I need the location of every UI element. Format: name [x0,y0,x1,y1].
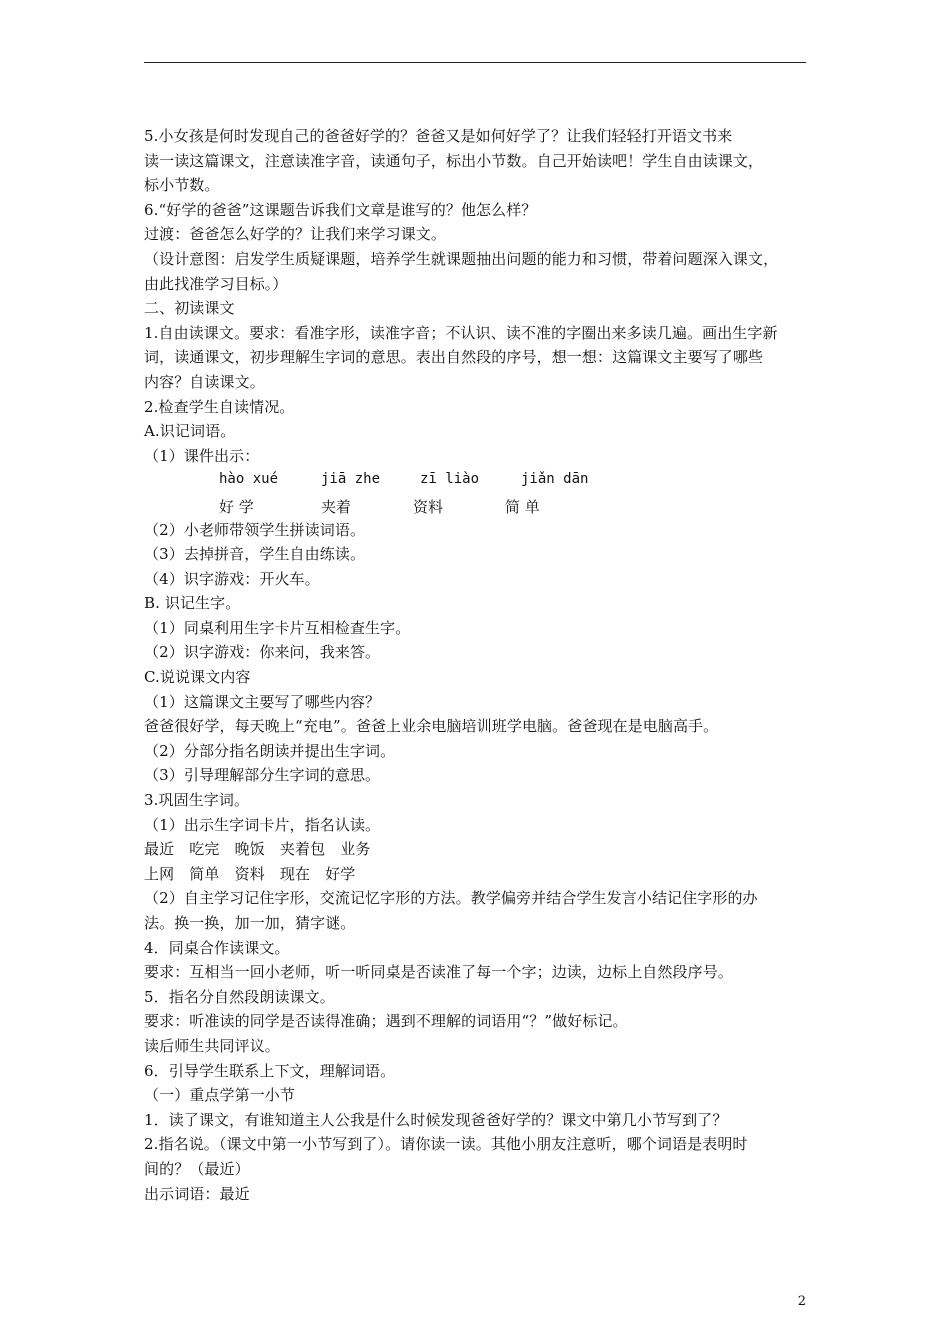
text-line: A.识记词语。 [144,422,236,441]
text-line: 1．读了课文，有谁知道主人公我是什么时候发现爸爸好学的？课文中第几小节写到了？ [144,1110,728,1129]
text-line: 出示词语：最近 [144,1184,250,1203]
text-line: 内容？自读课文。 [144,372,265,391]
text-line: 读一读这篇课文，注意读准字音，读通句子，标出小节数。自己开始读吧！学生自由读课文， [144,151,764,170]
text-line: 2.检查学生自读情况。 [144,397,295,416]
text-line: （1）课件出示： [144,446,260,465]
pinyin-word: jiā zhe [321,471,381,488]
text-line: 4．同桌合作读课文。 [144,938,290,957]
text-line: 1.自由读课文。要求：看准字形，读准字音；不认识、读不准的字圈出来多读几遍。画出生字新 [144,323,778,342]
text-line: 上网 简单 资料 现在 好学 [144,864,356,883]
text-line: （3）引导理解部分生字词的意思。 [144,766,381,785]
paragraph-block-bottom [144,518,820,1207]
text-line: 要求：互相当一回小老师，听一听同桌是否读准了每一个字；边读，边标上自然段序号。 [144,963,733,982]
text-line: 6.“好学的爸爸”这课题告诉我们文章是谁写的？他怎么样？ [144,200,537,219]
text-line: （2）小老师带领学生拼读词语。 [144,520,366,539]
text-line: （3）去掉拼音，学生自由练读。 [144,545,366,564]
text-line: 6．引导学生联系上下文，理解词语。 [144,1061,396,1080]
paragraph-block-top [144,124,820,468]
text-line: 5.小女孩是何时发现自己的爸爸好学的？爸爸又是如何好学了？让我们轻轻打开语文书来 [144,127,733,145]
hanzi-row [144,493,820,518]
text-line: 最近 吃完 晚饭 夹着包 业务 [144,840,371,859]
header-rule [144,62,806,63]
text-line: （一）重点学第一小节 [144,1086,296,1105]
text-line: 过渡：爸爸怎么好学的？让我们来学习课文。 [144,225,447,244]
text-line: 间的？（最近） [144,1159,250,1178]
pinyin-word: zī liào [420,471,480,488]
text-line: 要求：听准读的同学是否读得准确；遇到不理解的词语用“？”做好标记。 [144,1012,628,1031]
hanzi-word: 简 单 [505,497,540,516]
text-line: （2）分部分指名朗读并提出生字词。 [144,741,396,760]
text-line: （设计意图：启发学生质疑课题，培养学生就课题抽出问题的能力和习惯，带着问题深入课文， [144,249,779,268]
text-line: （2）识字游戏：你来问，我来答。 [144,643,381,662]
text-line: 5．指名分自然段朗读课文。 [144,987,335,1006]
pinyin-word: hào xué [219,471,279,488]
text-line: 由此找准学习目标。） [144,274,288,293]
page-number: 2 [797,1294,806,1309]
text-line: C.说说课文内容 [144,668,251,687]
hanzi-word: 资料 [413,497,444,516]
text-line: 3.巩固生字词。 [144,791,250,810]
text-line: （1）这篇课文主要写了哪些内容？ [144,692,381,711]
hanzi-word: 好 学 [219,497,254,516]
document-body [144,124,820,1206]
hanzi-word: 夹着 [321,497,352,516]
text-line: B. 识记生字。 [144,594,241,613]
text-line: （1）同桌利用生字卡片互相检查生字。 [144,618,411,637]
text-line: 爸爸很好学，每天晚上“充电”。爸爸上业余电脑培训班学电脑。爸爸现在是电脑高手。 [144,717,719,736]
text-line: （1）出示生字词卡片，指名认读。 [144,815,381,834]
text-line: 标小节数。 [144,176,220,195]
pinyin-row [144,468,820,493]
text-line: 二、初读课文 [144,299,235,318]
text-line: （4）识字游戏：开火车。 [144,569,320,588]
text-line: 读后师生共同评议。 [144,1036,280,1055]
text-line: 法。换一换，加一加，猜字谜。 [144,914,356,932]
text-line: （2）自主学习记住字形，交流记忆字形的方法。教学偏旁并结合学生发言小结记住字形的办 [144,889,758,908]
pinyin-word: jiǎn dān [521,471,589,488]
text-line: 词，读通课文，初步理解生字词的意思。表出自然段的序号，想一想：这篇课文主要写了哪些 [144,348,764,367]
text-line: 2.指名说。（课文中第一小节写到了）。请你读一读。其他小朋友注意听，哪个词语是表明时 [144,1135,748,1154]
